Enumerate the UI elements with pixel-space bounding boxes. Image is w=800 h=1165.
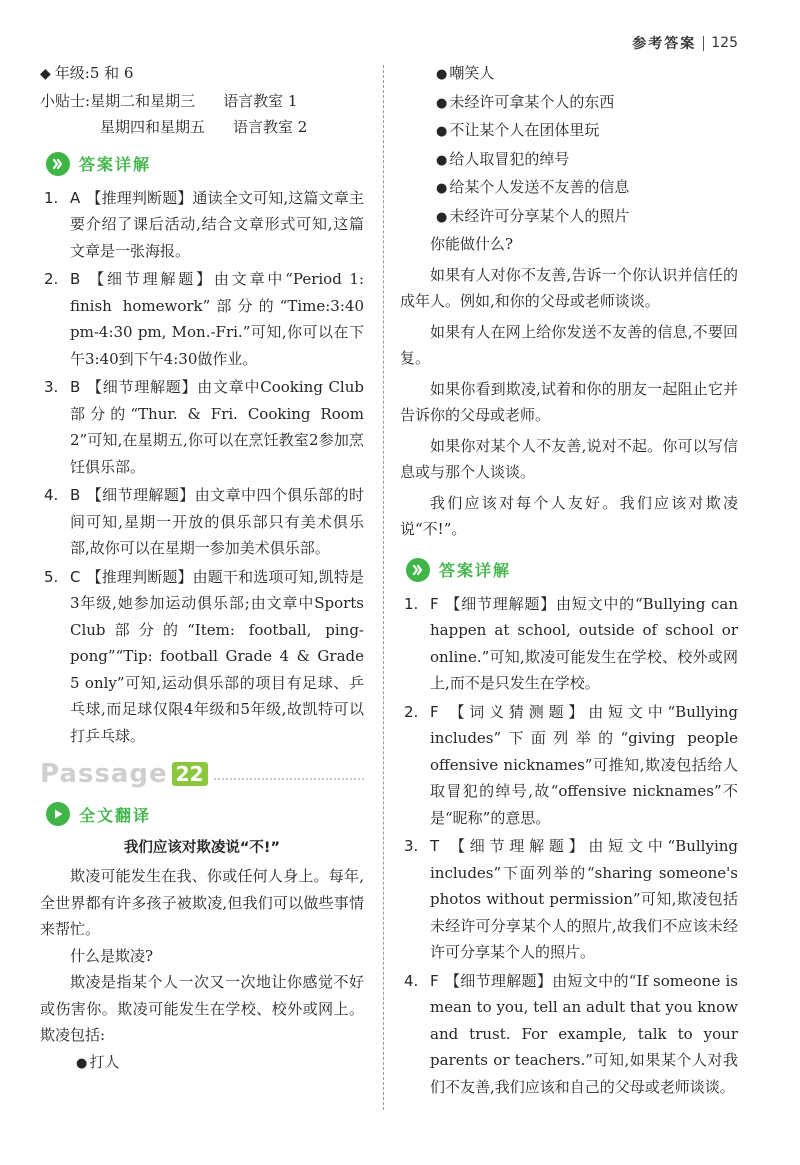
answer-letter: B [70, 486, 81, 504]
bullet-item: ● 未经许可拿某个人的东西 [436, 92, 615, 111]
answers-badge-icon [406, 558, 430, 582]
answer-letter: C [70, 567, 81, 586]
bullet-item: ● 给某个人发送不友善的信息 [436, 178, 630, 196]
paragraph: 如果有人对你不友善,告诉一个你认识并信任的成年人。例如,和你的父母或老师谈谈。 [400, 265, 738, 310]
bullet-item: ● 给人取冒犯的绰号 [436, 149, 570, 168]
tip-room: 语言教室 1 [223, 91, 298, 110]
bullet-icon: ● [436, 124, 448, 139]
answer-letter: T [430, 837, 440, 855]
tip-days: 星期四和星期五 [100, 118, 206, 136]
bullet-icon: ● [76, 1055, 88, 1071]
bullet-icon: ● [436, 152, 448, 168]
bullet-item: ● 打人 [76, 1052, 120, 1071]
bullet-icon: ● [436, 209, 448, 225]
bullet-item: ● 不让某个人在团体里玩 [436, 121, 600, 139]
play-icon [46, 802, 70, 826]
paragraph: 我们应该对每个人友好。我们应该对欺凌说“不!”。 [400, 493, 738, 538]
answer-letter: F [430, 702, 439, 721]
paragraph: 欺凌是指某个人一次又一次地让你感觉不好或伤害你。欺凌可能发生在学校、校外或网上。欺凌包括: [40, 973, 364, 1044]
paragraph: 什么是欺凌? [70, 946, 154, 965]
answer-item: 1. A 【推理判断题】通读全文可知,这篇文章主要介绍了课后活动,结合文章形式可知,这篇文章是一张海报。 [44, 188, 364, 260]
bullet-icon: ● [436, 181, 448, 196]
translation-heading: 全文翻译 [46, 801, 364, 827]
tip-row-2 [40, 114, 364, 141]
tip-room: 语言教室 2 [233, 118, 308, 136]
column-divider [383, 65, 384, 1110]
left-column [40, 60, 364, 1077]
answer-item: 3. B 【细节理解题】由文章中Cooking Club部分的“Thur. & Fri. Cooking Room 2”可知,在星期五,你可以在烹饪教室2参加烹饪俱乐部。 [44, 378, 364, 476]
bullet-icon: ● [436, 67, 448, 82]
paragraph: 如果你看到欺凌,试着和你的朋友一起阻止它并告诉你的父母或老师。 [400, 379, 738, 424]
bullet-icon: ● [436, 95, 448, 111]
passage-number: 22 [172, 762, 208, 786]
answer-letter: F [430, 594, 439, 613]
answer-item: 4. F 【细节理解题】由短文中的“If someone is mean to you, tell an adult that you know and trust. For example, talk to your parents or teachers.”可知,如果某个人对我们不友善,我们应该和自己的父母或老师谈谈。 [404, 971, 738, 1096]
answer-item: 1. F 【细节理解题】由短文中的“Bullying can happen at school, outside of school or online.”可知,欺凌可能发生在学校、校外或网上,而不是只发生在学校。 [404, 594, 738, 692]
answers-heading: 答案详解 [46, 151, 364, 177]
page-header [632, 33, 738, 53]
answer-letter: B [70, 378, 81, 396]
tip-row-1 [40, 88, 364, 115]
tip-label: 小贴士: [40, 91, 91, 110]
answer-letter: B [70, 270, 81, 288]
tip-days: 星期二和星期三 [90, 91, 196, 110]
answers-badge-icon [46, 152, 70, 176]
answer-item: 3. T 【细节理解题】由短文中“Bullying includes”下面列举的“sharing someone's photos without permission”可知,欺凌包括未经许可分享某个人的照片,故我们不应该未经许可分享某个人的照片。 [404, 837, 738, 961]
page-number: 125 [711, 35, 738, 51]
passage-heading: Passage 22 [40, 759, 364, 789]
answer-letter: A [70, 188, 81, 207]
answer-item: 4. B 【细节理解题】由文章中四个俱乐部的时间可知,星期一开放的俱乐部只有美术俱乐部,故你可以在星期一参加美术俱乐部。 [44, 486, 364, 557]
bullet-item: ● 未经许可分享某个人的照片 [436, 206, 630, 225]
diamond-icon: ◆ [40, 66, 51, 82]
bullet-item: ● 嘲笑人 [436, 64, 495, 82]
passage-rule [214, 778, 365, 780]
paragraph: 欺凌可能发生在我、你或任何人身上。每年,全世界都有许多孩子被欺凌,但我们可以做些事情来帮忙。 [40, 867, 364, 938]
grade-line: ◆ 年级:5 和 6 [40, 64, 134, 82]
right-column [400, 60, 738, 1102]
answer-item: 5. C 【推理判断题】由题干和选项可知,凯特是3年级,她参加运动俱乐部;由文章中Sports Club部分的“Item: football, ping-pong”“Tip: football Grade 4 & Grade 5 only”可知,运动俱乐部的项目有足球、乒乓球,而足球仅限4年级和5年级,故凯特可以打乒乓球。 [44, 567, 364, 745]
paragraph: 如果有人在网上给你发送不友善的信息,不要回复。 [400, 322, 738, 367]
paragraph: 如果你对某个人不友善,说对不起。你可以写信息或与那个人谈谈。 [400, 436, 738, 481]
answers-heading: 答案详解 [406, 557, 738, 583]
header-separator [703, 36, 704, 51]
section-label: 参考答案 [632, 36, 697, 52]
answer-letter: F [430, 971, 439, 990]
article-title: 我们应该对欺凌说“不!” [123, 840, 281, 856]
answer-item: 2. F 【词义猜测题】由短文中“Bullying includes”下面列举的“giving people offensive nicknames”可推知,欺凌包括给人取冒犯的绰号,故“offensive nicknames”不是“昵称”的意思。 [404, 702, 738, 827]
paragraph: 你能做什么? [430, 235, 514, 253]
answer-item: 2. B 【细节理解题】由文章中“Period 1: finish homework”部分的“Time:3:40 pm-4:30 pm, Mon.-Fri.”可知,你可以在下午3:40到下午4:30做作业。 [44, 270, 364, 368]
